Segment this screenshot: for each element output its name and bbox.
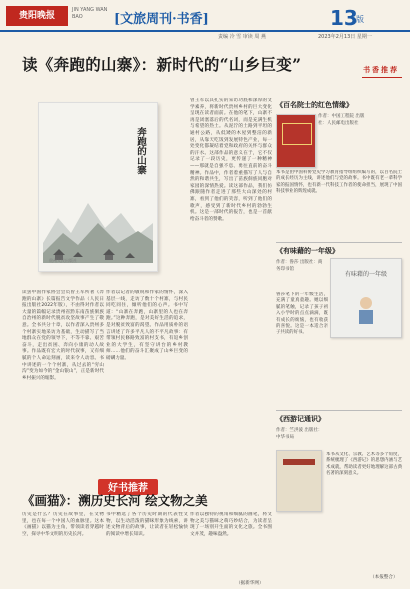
child-figure-icon <box>351 295 381 327</box>
recommend-meta-1: 作者：中国工程院 出版社：人民邮电出版社 <box>318 114 365 126</box>
sidebar-header-rule <box>362 77 402 78</box>
newspaper-logo: 贵阳晚报 <box>6 6 68 26</box>
sidebar-divider-2 <box>276 410 402 411</box>
sidebar-header <box>362 60 402 80</box>
recommend-meta-3: 作者：竺洪波 出版社：中华书局 <box>276 428 323 440</box>
recommend-body-3: 本书从文化、宗教、艺术等多个角度，系统梳理了《西游记》的思想内涵与艺术成就，帮助读者更好地理解这部古典名著的深刻意义。 <box>326 452 402 477</box>
article-column-right: 曾王军以其扎实的采访功底和深厚的文学素养，将新时代贵州乡村的巨大变化呈现在读者面前。在他的笔下，山寨不再是闭塞落后的代名词，而是充满生机与希望的热土。从泥泞的土路到平坦的通村公路，从低矮的木屋到整洁的新居，从靠天吃饭到发展特色产业，每一处变化都凝结着党和政府的关怀与群众的汗水。这部作品的意义在于，它不仅记录了一段历史，更传递了一种精神——那就是自强不息、勇往直前的奋斗精神。作品中，作者着重描写了人与自然的和谐共生，写出了苗族侗族同胞对家园的深情热爱。读这部作品，我们仿佛跟随作者走进了那些大山深处的村寨，看到了他们的笑容，听到了他们的歌声，感受到了新时代乡村的勃勃生机。这是一部时代的报告，也是一首献给奋斗者的赞歌。 <box>190 98 272 222</box>
sub-article-column-1: 历史是什么？历史在故事里，在文物里，也在每一个中国人的血脉里。这本《画猫》以猫为主角，带领读者穿越时空，探寻中华文明的历史长河。 <box>22 512 104 537</box>
article-column-middle: 作者以记者的敏锐和作家的情怀，深入基层一线，走访了数十个村寨，与村民同吃同住，倾听他们的心声。书中写道：“山寨在奔跑，山寨里的人也在奔跑。”这种奔跑，是对美好生活的追求，是对脱贫致富的渴望。作品用质朴的语言讲述了许多平凡人的不平凡故事：有带领村民修路致富的村支书，有返乡创业的大学生，有坚守讲台的乡村教师……他们的奋斗汇聚成了山乡巨变的磅礴力量。 <box>106 290 188 361</box>
book-cover-image <box>38 102 158 272</box>
sidebar-header-label: 书香推荐 <box>363 66 399 74</box>
recommend-body-1: 本书是由中国科协党史学习教育指导组组织编写的，以百名院士的成长经历为主线，讲述他们与党的故事。书中既有老一辈科学家的报国情怀，也有新一代科技工作者的使命担当，展现了中国科技事业的辉煌成就。 <box>276 170 402 195</box>
newspaper-pinyin: JIN YANG WAN BAO <box>72 7 108 20</box>
book-cover-title: 奔跑的山寨 <box>135 127 146 175</box>
editor-line: 责编 冷 雪 审读 周 燕 <box>218 34 266 40</box>
book-cover-3 <box>276 450 322 512</box>
book-cover-1 <box>276 114 316 168</box>
sub-headline: 《画猫》：溯历史长河 绘文物之美 <box>22 493 208 508</box>
sidebar-divider-1 <box>276 242 402 243</box>
mountain-village-illustration <box>43 183 153 263</box>
recommend-title-3: 《西游记通识》 <box>276 414 325 423</box>
section-title: [文旅周刊·书香] <box>114 12 209 27</box>
sub-article-signature: （据新华网） <box>236 581 264 586</box>
issue-date: 2023年2月13日 星期一 <box>318 34 372 40</box>
sub-article-column-2: 书中精选了各个历史时期的代表性文物，以生动活泼的猫咪形象为线索，讲述文物背后的故事，让读者在轻松愉快的阅读中增长知识。 <box>106 512 188 537</box>
page-word: 版 <box>356 15 364 24</box>
sub-article-column-3: 作者以独特的视角和细腻的画笔，将文物之美与猫咪之萌巧妙结合，为读者呈现了一场别开生面的文化之旅。全书图文并茂，趣味盎然。 <box>190 512 272 537</box>
book-cover-2-title: 有味藉的一年级 <box>344 271 387 278</box>
main-headline: 读《奔跑的山寨》：新时代的“山乡巨变” <box>22 55 302 74</box>
sidebar-credit: （本报整合） <box>370 575 398 580</box>
recommend-title-2: 《有味藉的一年级》 <box>276 246 339 255</box>
article-column-left: 读罢中国作家协会会员曾王军所著《奔跑的山寨》长篇报告文学作品（人民日报出版社2022年版），不由得对作者以大量的篇幅记录贵州省黔东南苗族侗族自治州的新时代脱贫攻坚故事产生了敬意。全书共分十章，以作者深入贵州多个村寨实地采访为基础，生动描写了当地群众在党的领导下，不等不靠、艰苦奋斗，走出贫困、奔向小康的动人故事。作品既有宏大的时代叙事，又有细腻的个人命运刻画，读来令人动容。书中讲述的一个个村寨，从过去的“穷山沟”变为如今的“金山银山”，正是新时代乡村振兴的缩影。 <box>22 290 104 381</box>
recommend-body-2: 鲁莎笔下的一年级生活，充满了童真童趣。她以细腻的笔触，记录了孩子初入小学时的点点滴滴，既有成长的烦恼，也有收获的喜悦。这是一本适合亲子共读的好书。 <box>276 292 328 336</box>
masthead <box>0 0 410 40</box>
recommend-meta-2: 作者：鲁莎 出版社：商务印书馆 <box>276 260 323 272</box>
book-cover-2 <box>330 258 402 338</box>
masthead-rule <box>0 30 410 32</box>
book-cover-publisher: 贵州人民出版社 <box>49 258 77 263</box>
page-number: 13 <box>330 6 358 30</box>
svg-text:好书推荐: 好书推荐 <box>108 483 148 494</box>
recommend-title-1: 《百名院士的红色情缘》 <box>276 100 353 109</box>
